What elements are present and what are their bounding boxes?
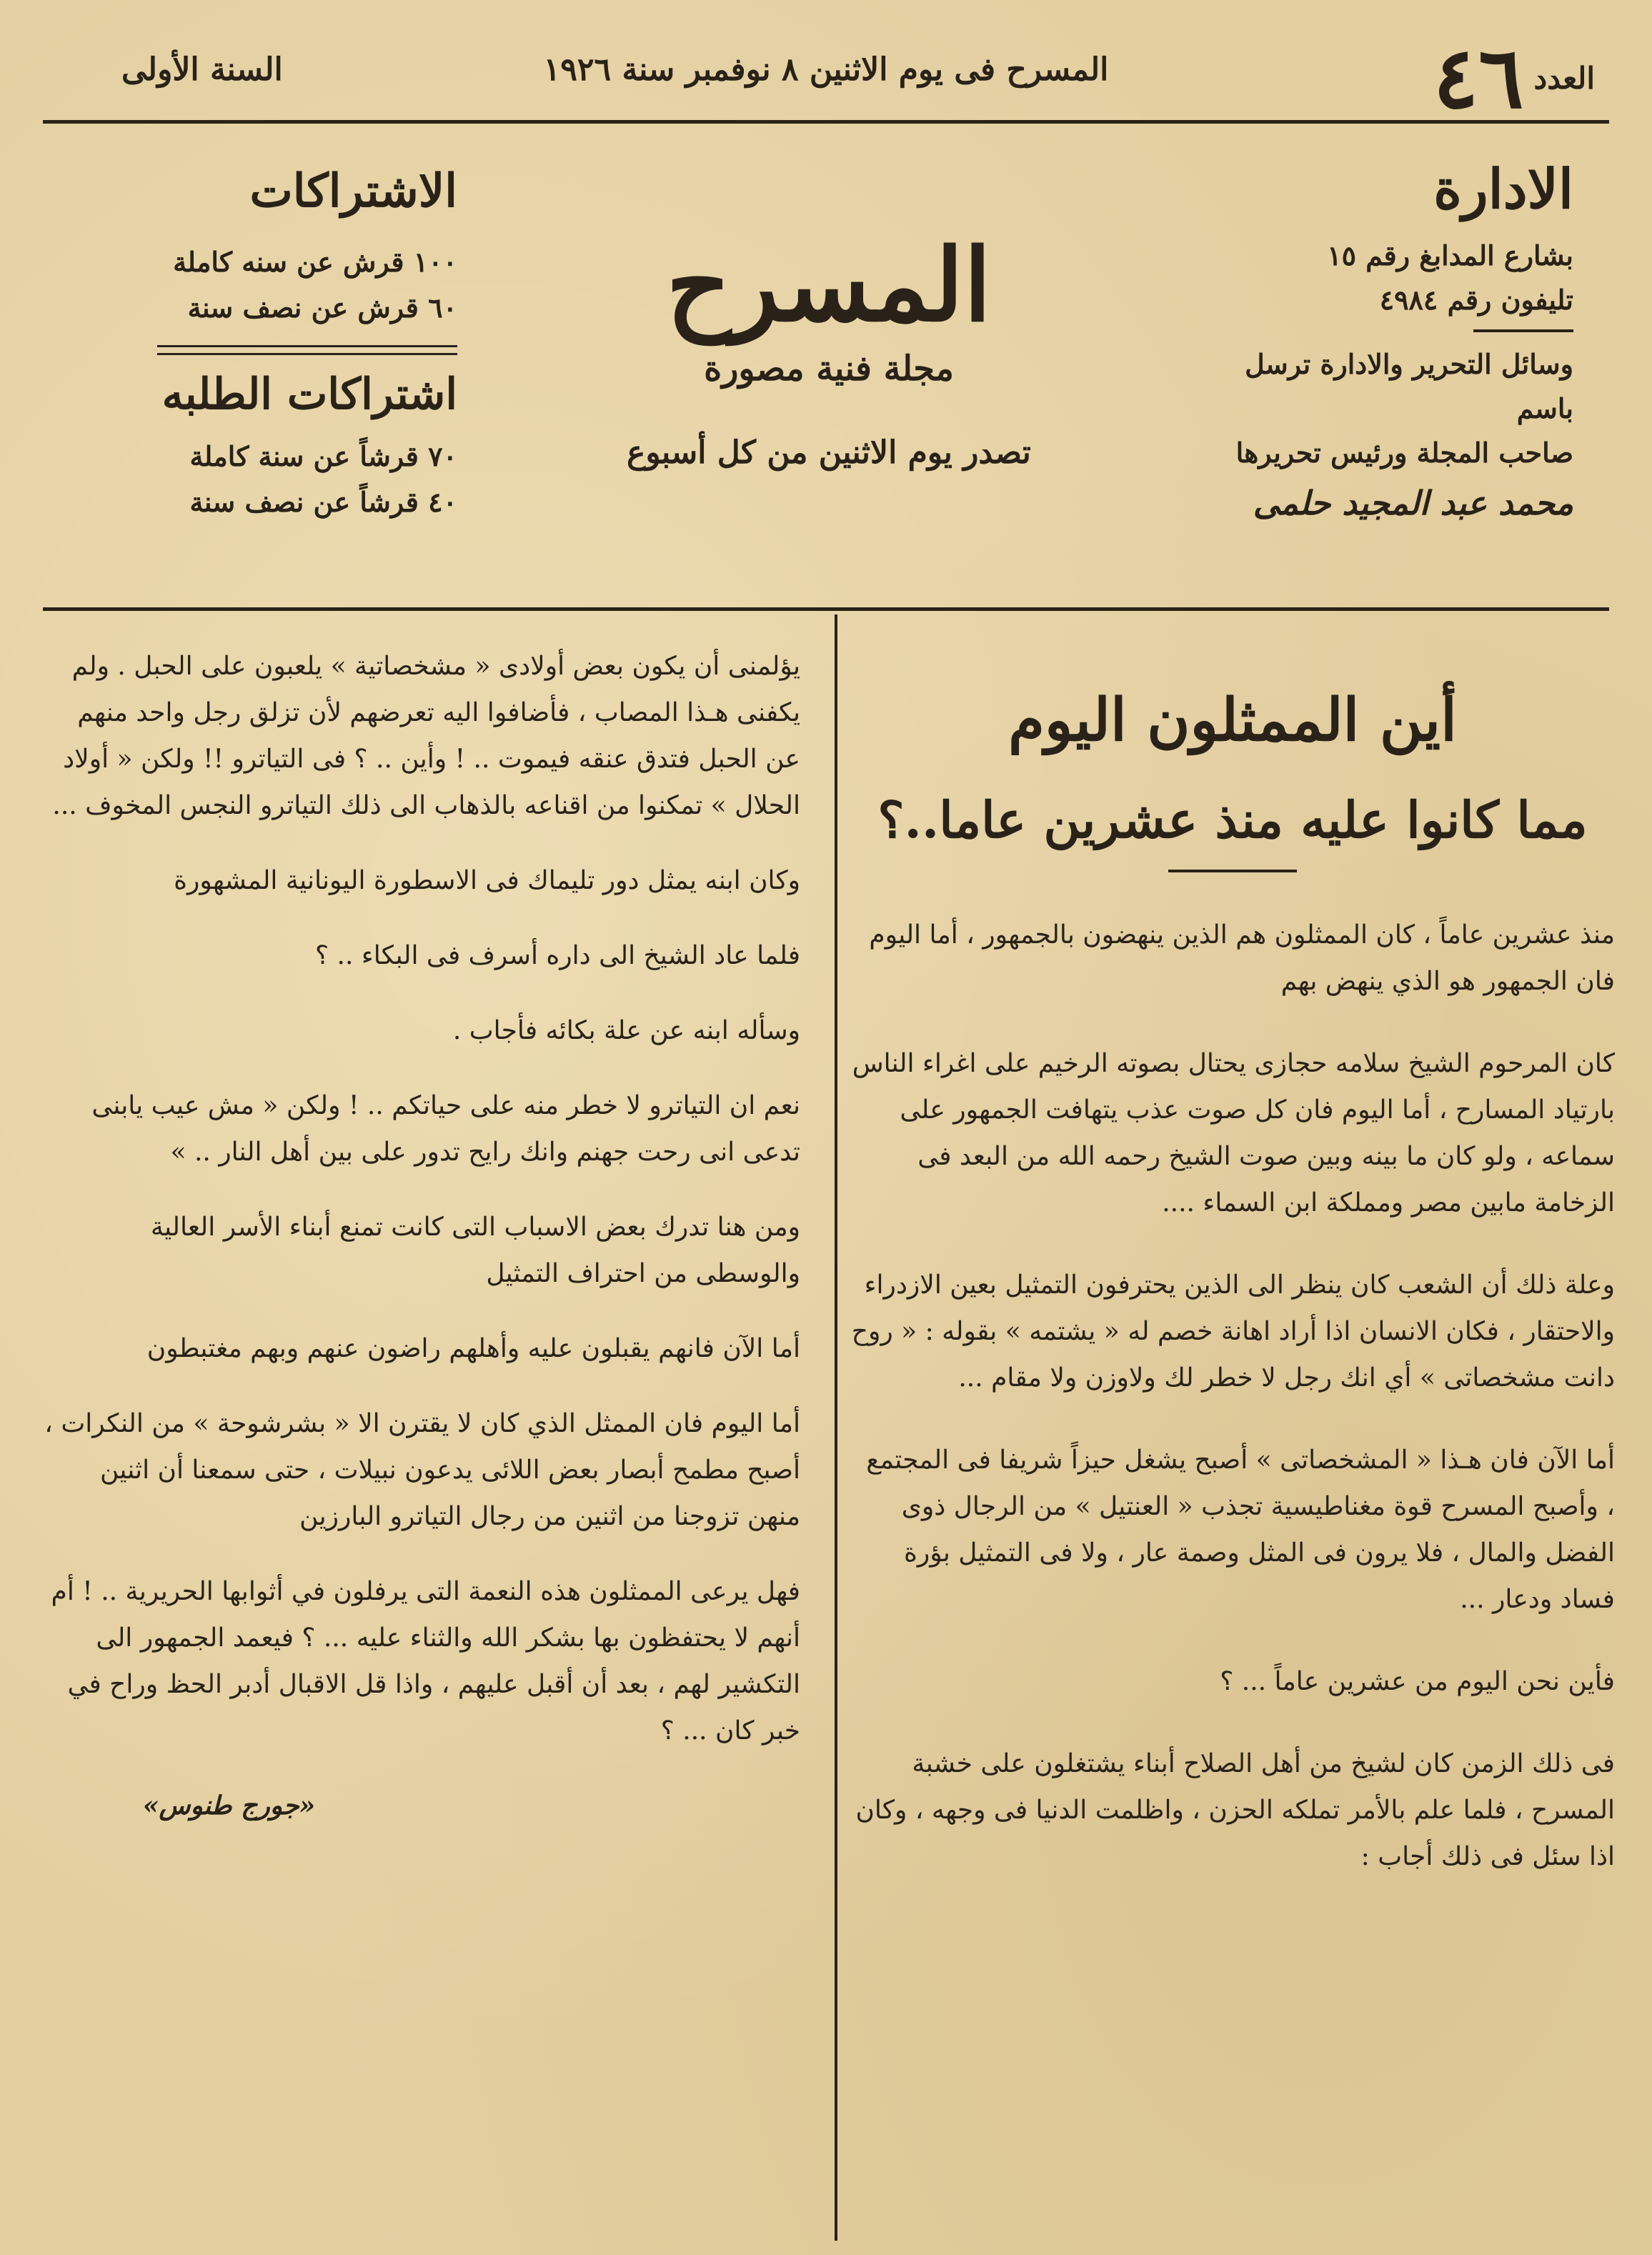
subscriptions-block [86,164,457,525]
paragraph: يؤلمنى أن يكون بعض أولادى « مشخصاتية » يلعبون على الحبل . ولم يكفنى هـذا المصاب ، فأضافوا اليه تعرضهم لأن تزلق رجل واحد منهم عن الحبل فتدق عنقه فيموت .. ! وأين .. ؟ فى التياترو !! ولكن « أولاد الحلال » تمكنوا من اقناعه بالذهاب الى ذلك التياترو النجس المخوف ... [52,652,800,820]
article-title: أين الممثلون اليوم [1008,686,1457,755]
masthead [572,227,1086,471]
publication-year: السنة الأولى [121,51,283,88]
masthead-frequency: تصدر يوم الاثنين من كل أسبوع [627,434,1031,471]
paragraph: أما الآن فان هـذا « المشخصاتى » أصبح يشغل حيزاً شريفا فى المجتمع ، وأصبح المسرح قوة مغناطيسية تجذب « العنتيل » من الرجال ذوى الفضل والمال ، فلا يرون فى المثل وصمة عار ، ولا فى التمثيل بؤرة فساد ودعار ... [866,1445,1615,1614]
admin-divider [1473,329,1573,332]
top-divider [43,120,1609,124]
student-subscriptions-title: اشتراكات الطلبه [161,369,457,419]
paragraph: وسأله ابنه عن علة بكائه فأجاب . [452,1016,800,1045]
paragraph: ومن هنا تدرك بعض الاسباب التى كانت تمنع أبناء الأسر العالية والوسطى من احتراف التمثيل [150,1213,800,1288]
issue-label: العدد [1533,60,1595,96]
top-strip [43,28,1609,127]
paragraph: وكان ابنه يمثل دور تليماك فى الاسطورة اليونانية المشهورة [174,866,800,895]
paragraph: فى ذلك الزمن كان لشيخ من أهل الصلاح أبناء يشتغلون على خشبة المسرح ، فلما علم بالأمر تملكه الحزن ، واظلمت الدنيا فى وجهه ، وكان اذا سئل فى ذلك أجاب : [855,1749,1615,1871]
paragraph: أما اليوم فان الممثل الذي كان لا يقترن الا « بشرشوحة » من النكرات ، أصبح مطمح أبصار بعض اللائى يدعون نبيلات ، حتى سمعنا أن اثنين منهن تزوجنا من اثنين من رجال التياترو البارزين [44,1409,800,1531]
paragraph: فأين نحن اليوم من عشرين عاماً ... ؟ [1220,1667,1615,1696]
article-right-column [850,643,1615,1916]
paragraph: نعم ان التياترو لا خطر منه على حياتكم .. ! ولكن « مش عيب يابنى تدعى انى رحت جهنم وانك رايح تدور على بين أهل النار .. » [91,1091,800,1167]
administration-block [1202,157,1573,525]
admin-phone: تليفون رقم ٤٩٨٤ [1379,284,1573,316]
subscriptions-divider [157,345,457,355]
subscriptions-title: الاشتراكات [249,164,457,218]
paragraph: أما الآن فانهم يقبلون عليه وأهلهم راضون عنهم وبهم مغتبطون [146,1334,800,1363]
subscription-half: ٦٠ قرش عن نصف سنة [187,292,457,324]
admin-owner: صاحب المجلة ورئيس تحريرها [1235,437,1573,469]
column-divider [835,614,837,2241]
issue-number: ٤٦ [1433,28,1524,127]
student-subscription-half: ٤٠ قرشاً عن نصف سنة [189,486,457,518]
admin-correspondence: وسائل التحرير والادارة ترسل باسم [1245,348,1573,424]
admin-address: بشارع المدابغ رقم ١٥ [1327,239,1573,272]
article-subtitle: مما كانوا عليه منذ عشرين عاما..؟ [877,790,1588,850]
subscription-annual: ١٠٠ قرش عن سنه كاملة [173,246,457,278]
issue-number-block [1433,28,1595,127]
masthead-title: المسرح [666,227,992,344]
author-signature: «جورج طنوس» [143,1791,316,1821]
paragraph: فلما عاد الشيخ الى داره أسرف فى البكاء .. ؟ [315,941,800,970]
dateline: المسرح فى يوم الاثنين ٨ نوفمبر سنة ١٩٢٦ [543,51,1109,88]
paragraph: وعلة ذلك أن الشعب كان ينظر الى الذين يحترفون التمثيل بعين الازدراء والاحتقار ، فكان الانسان اذا أراد اهانة خصم له « يشتمه » بقوله : « روح دانت مشخصاتى » أي انك رجل لا خطر لك ولاوزن ولا مقام ... [851,1270,1615,1393]
administration-title: الادارة [1433,157,1573,221]
paragraph: كان المرحوم الشيخ سلامه حجازى يحتال بصوته الرخيم على اغراء الناس بارتياد المسارح ، أما اليوم فان كل صوت عذب يتهافت الجمهور على سماعه ، ولو كان ما بينه وبين صوت الشيخ رحمه الله من البعد فى الزخامة مابين مصر ومملكة ابن السماء .... [852,1049,1615,1218]
student-subscription-annual: ٧٠ قرشاً عن سنة كاملة [189,440,457,472]
editor-signature: محمد عبد المجيد حلمى [1253,484,1573,522]
masthead-subtitle: مجلة فنية مصورة [704,349,954,389]
paragraph: فهل يرعى الممثلون هذه النعمة التى يرفلون في أثوابها الحريرية .. ! أم أنهم لا يحتفظون بها بشكر الله والثناء عليه ... ؟ فيعمد الجمهور الى التكشير لهم ، بعد أن أقبل عليهم ، واذا قل الاقبال أدبر الحظ وراح في خبر كان ... ؟ [51,1577,800,1746]
masthead-divider [43,607,1609,611]
article-left-column [43,643,800,1858]
title-ornament [1168,870,1297,872]
paragraph: منذ عشرين عاماً ، كان الممثلون هم الذين ينهضون بالجمهور ، أما اليوم فان الجمهور هو الذي ينهض بهم [869,920,1615,996]
